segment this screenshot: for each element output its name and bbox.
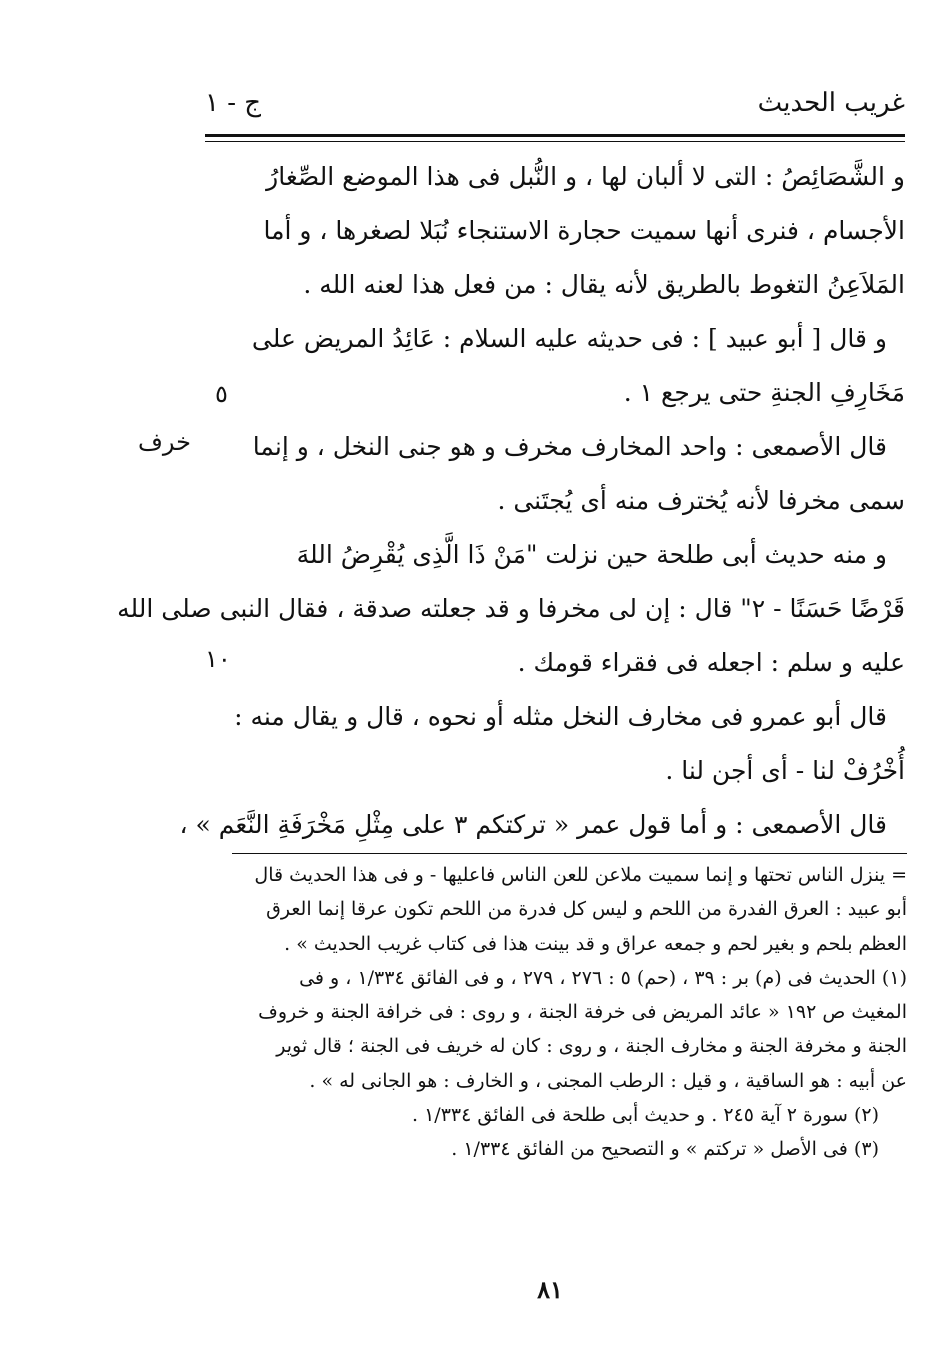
footnote-line: العظم بلحم و بغير لحم و جمعه عراق و قد بينت هذا فى كتاب غريب الحديث » . [284, 932, 907, 955]
text-line: عليه و سلم : اجعله فى فقراء قومك . [517, 648, 905, 677]
text-line: و منه حديث أبى طلحة حين نزلت "مَنْ ذَا الَّذِى يُقْرِضُ اللهَ [296, 540, 887, 569]
running-head-volume: ج - ١ [205, 88, 262, 118]
text-line: قال الأصمعى : و أما قول عمر « تركتكم ٣ على مِثْلِ مَخْرَفَةِ النَّعَم » ، [179, 810, 887, 839]
footnote-line: (٢) سورة ٢ آية ٢٤٥ . و حديث أبى طلحة فى الفائق ١/٣٣٤ . [412, 1104, 879, 1127]
footnote-line: المغيث ص ١٩٢ « عائد المريض فى خرفة الجنة ، و روى : فى خرافة الجنة و خروف [258, 1001, 907, 1024]
text-line: أُخْرُفْ لنا - أى أجن لنا . [665, 756, 905, 785]
line-number-5: ٥ [215, 380, 228, 408]
text-line: قال الأصمعى : واحد المخارف مخرف و هو جنى النخل ، و إنما [252, 432, 887, 461]
header-rule-thin [205, 141, 905, 142]
running-head [205, 88, 905, 128]
text-line: مَخَارِفِ الجنةِ حتى يرجع ١ . [623, 378, 905, 407]
header-rule-thick [205, 134, 905, 137]
margin-keyword: خرف [138, 428, 191, 456]
footnote-rule [232, 853, 907, 854]
text-line: قال أبو عمرو فى مخارف النخل مثله أو نحوه ، قال و يقال منه : [234, 702, 887, 731]
text-line: سمى مخرفا لأنه يُخترف منه أى يُجتَنى . [497, 486, 905, 515]
running-head-title: غريب الحديث [757, 88, 905, 118]
footnote-line: (٣) فى الأصل « تركتم » و التصحيح من الفائق ١/٣٣٤ . [451, 1138, 879, 1161]
page-number: ٨١ [537, 1275, 563, 1304]
text-line: المَلاَعِنُ التغوط بالطريق لأنه يقال : من فعل هذا لعنه الله . [303, 270, 905, 299]
line-number-10: ١٠ [205, 645, 231, 673]
text-line: الأجسام ، فنرى أنها سميت حجارة الاستنجاء نُبَلا لصغرها ، و أما [263, 216, 905, 245]
text-line: قَرْضًا حَسَنًا - ٢" قال : إن لى مخرفا و قد جعلته صدقة ، فقال النبى صلى الله [117, 594, 905, 623]
text-line: و قال [ أبو عبيد ] : فى حديثه عليه السلام : عَائِدُ المريض على [251, 324, 887, 353]
footnote-line: = ينزل الناس تحتها و إنما سميت ملاعن للعن الناس فاعليها - و فى هذا الحديث قال [254, 864, 907, 886]
footnote-line: عن أبيه : هو الساقية ، و قيل : الرطب المجنى ، و الخارف : هو الجانى له » . [309, 1069, 907, 1092]
main-text [117, 150, 905, 852]
footnotes [232, 858, 907, 1167]
footnote-line: الجنة و مخرفة الجنة و مخارف الجنة ، و روى : كان له خريف فى الجنة ؛ قال ثوير [276, 1035, 907, 1058]
text-line: و الشَّصَائِصُ : التى لا ألبان لها ، و النُّبل فى هذا الموضع الصِّغارُ [266, 162, 905, 191]
footnote-line: (١) الحديث فى (م) بر : ٣٩ ، (حم) ٥ : ٢٧٦ ، ٢٧٩ ، و فى الفائق ١/٣٣٤ ، و فى [299, 966, 907, 989]
footnote-line: أبو عبيد : العرق الفدرة من اللحم و ليس كل فدرة من اللحم تكون عرقا إنما العرق [266, 898, 907, 921]
